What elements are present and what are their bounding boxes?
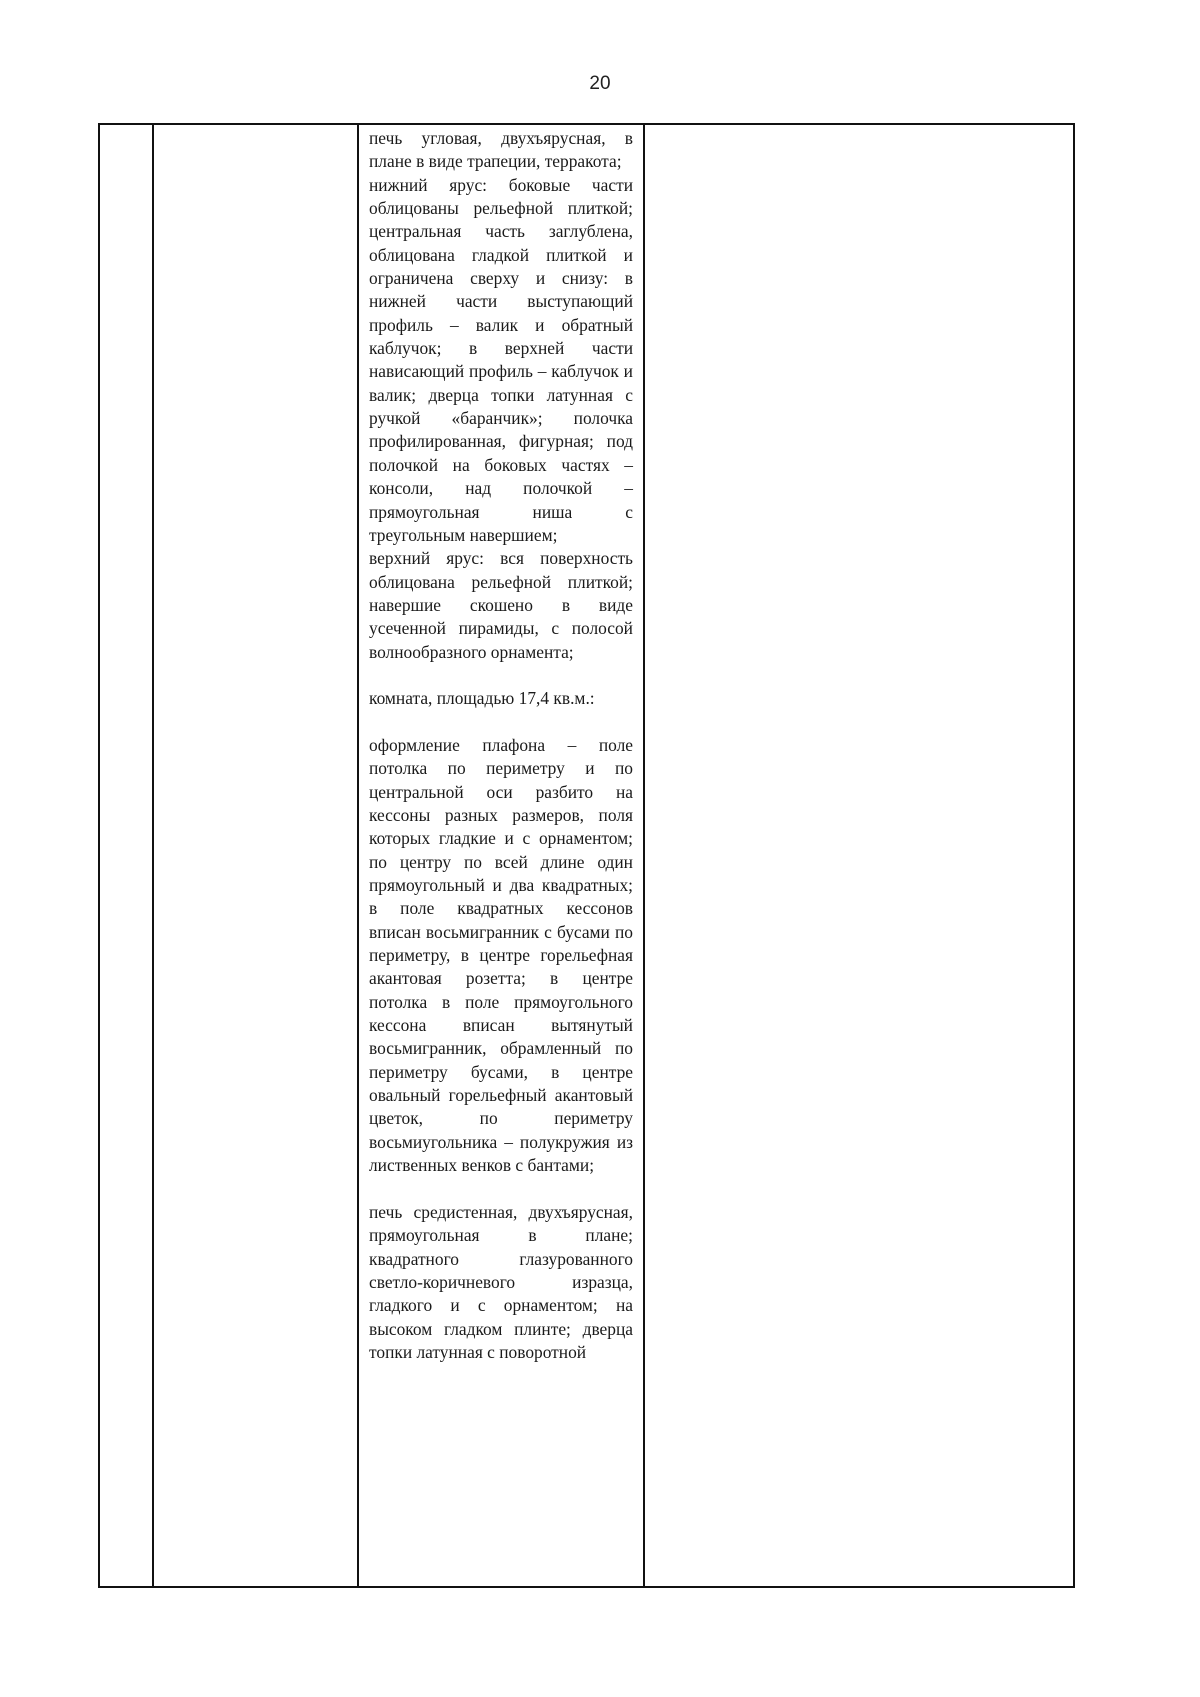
description-paragraph-stove-2: печь средистенная, двухъярусная, прямоугольная в плане; квадратного глазурованного светло-коричневого изразца, гладкого и с орнаментом; на высоком гладком плинте; дверца топки латунная с поворотной (369, 1201, 633, 1362)
number-column-cell (100, 125, 154, 1586)
description-paragraph-ceiling: оформление плафона – поле потолка по периметру и по центральной оси разбито на кессоны разных размеров, поля которых гладкие и с орнаментом; по центру по всей длине один прямоугольный и два квадратных; в поле квадратных кессонов вписан восьмигранник с бусами по периметру, в центре горельефная акантовая розетта; в центре потолка в поле прямоугольного кессона вписан вытянутый восьмигранник, обрамленный по периметру бусами, в центре овальный горельефный акантовый цветок, по периметру восьмиугольника – полукружия из лиственных венков с бантами; (369, 734, 633, 1176)
name-column-cell (154, 125, 359, 1586)
description-column-cell (359, 125, 645, 1586)
notes-column-cell (645, 125, 1073, 1586)
description-paragraph-stove-1: печь угловая, двухъярусная, в плане в виде трапеции, терракота; (369, 128, 633, 172)
description-paragraph-upper-tier: верхний ярус: вся поверхность облицована рельефной плиткой; навершие скошено в виде усеченной пирамиды, с полосой волнообразного орнамента; (369, 548, 633, 662)
description-paragraph-lower-tier: нижний ярус: боковые части облицованы рельефной плиткой; центральная часть заглублена, облицована гладкой плиткой и ограничена сверху и снизу: в нижней части выступающий профиль – валик и обратный каблучок; в верхней части нависающий профиль – каблучок и валик; дверца топки латунная с ручкой «баранчик»; полочка профилированная, фигурная; под полочкой на боковых частях – консоли, над полочкой – прямоугольная ниша с треугольным навершием; (369, 174, 633, 545)
object-table (98, 123, 1075, 1588)
page-number: 20 (589, 73, 611, 94)
description-paragraph-room: комната, площадью 17,4 кв.м.: (369, 688, 595, 709)
